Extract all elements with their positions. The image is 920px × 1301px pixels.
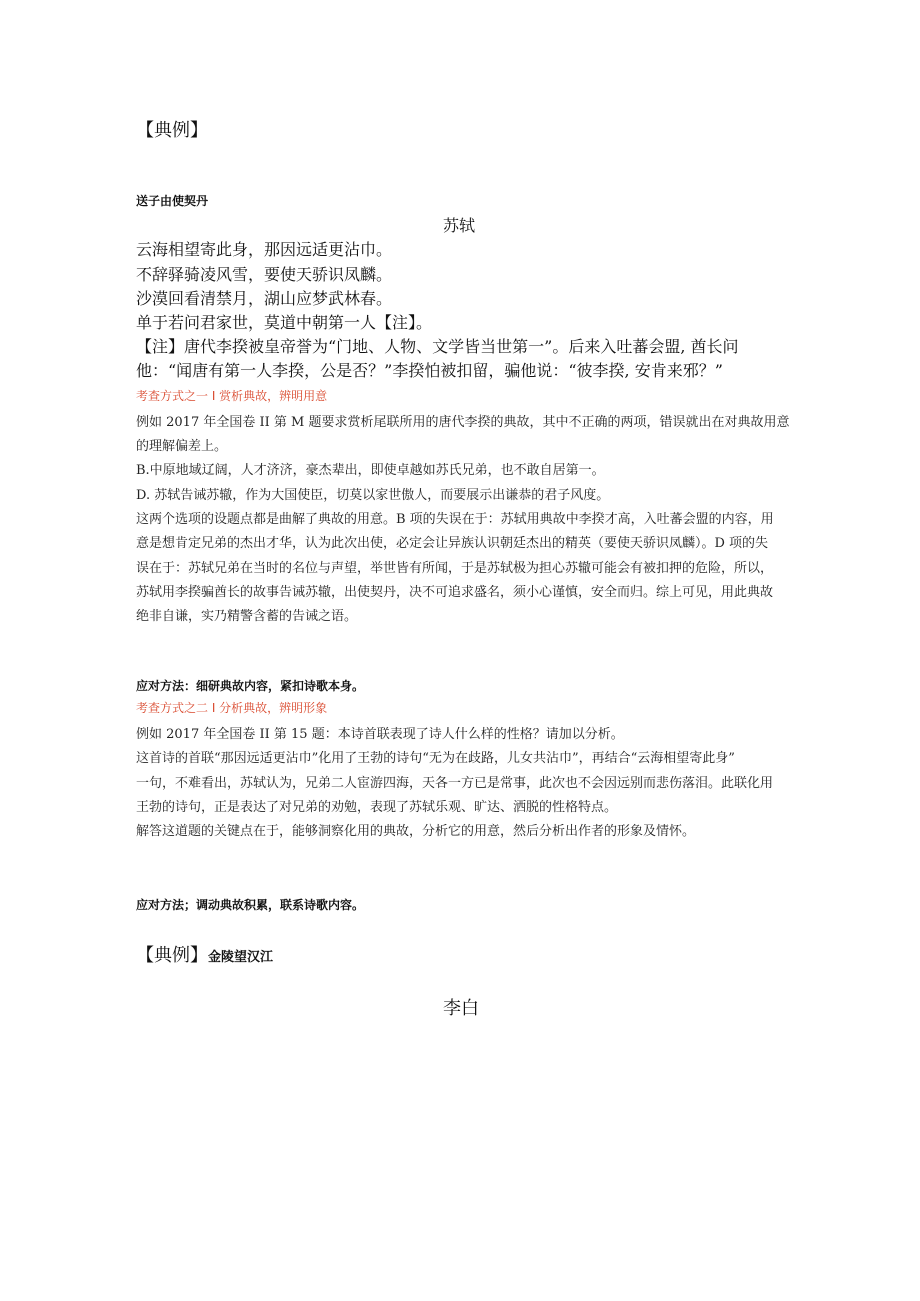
poem-author: 苏轼 (443, 216, 476, 235)
method1-analysis: 误在于：苏轼兄弟在当时的名位与声望，举世皆有所闻，于是苏轼极为担心苏辙可能会有被扣押的危险，所以， (136, 561, 774, 576)
method2-question: 例如 2017 年全国卷 II 第 15 题：本诗首联表现了诗人什么样的性格？请加以分析。 (136, 727, 624, 742)
example-heading: 【典例】 (136, 120, 208, 141)
poem-line: 云海相望寄此身，那因远适更沾巾。 (136, 240, 393, 259)
example2-heading: 【典例】 (136, 945, 208, 966)
method1-strategy: 应对方法：细研典故内容，紧扣诗歌本身。 (136, 679, 365, 693)
poem-line: 不辞驿骑凌风雪，要使天骄识凤麟。 (136, 265, 393, 284)
method2-label: 考查方式之二 I 分析典故，辨明形象 (136, 701, 328, 715)
method2-analysis: 王勃的诗句，正是表达了对兄弟的劝勉，表现了苏轼乐观、旷达、洒脱的性格特点。 (136, 800, 618, 815)
poem-note: 他：“闻唐有第一人李揆，公是否？”李揆怕被扣留，骗他说：“彼李揆, 安肯来邪？” (136, 361, 723, 380)
method1-analysis: 苏轼用李揆骗酋长的故事告诫苏辙，出使契丹，决不可追求盛名，须小心谨慎，安全而归。综上可见，用此典故 (136, 585, 774, 600)
method2-analysis: 解答这道题的关键点在于，能够洞察化用的典故，分析它的用意，然后分析出作者的形象及情怀。 (136, 824, 696, 839)
example2-title: 金陵望汉江 (208, 950, 274, 965)
poem-title: 送子由使契丹 (136, 194, 209, 208)
method2-analysis: 一句，不难看出，苏轼认为，兄弟二人宦游四海，天各一方已是常事，此次也不会因远别而悲伤落泪。此联化用 (136, 776, 774, 791)
method1-label: 考查方式之一 I 赏析典故，辨明用意 (136, 389, 328, 403)
method1-analysis: 绝非自谦，实乃精警含蓄的告诫之语。 (136, 609, 358, 624)
option-d: D. 苏轼告诫苏辙，作为大国使臣，切莫以家世傲人，而要展示出谦恭的君子风度。 (136, 488, 610, 503)
method1-analysis: 这两个选项的设题点都是曲解了典故的用意。B 项的失误在于：苏轼用典故中李揆才高，入吐蕃会盟的内容，用 (136, 512, 774, 527)
example2-author: 李白 (443, 998, 479, 1019)
method1-paragraph: 例如 2017 年全国卷 II 第 M 题要求赏析尾联所用的唐代李揆的典故，其中不正确的两项，错误就出在对典故用意 (136, 415, 790, 430)
option-b: B.中原地域辽阔，人才济济，豪杰辈出，即使卓越如苏氏兄弟，也不敢自居第一。 (136, 463, 605, 478)
method2-strategy: 应对方法；调动典故积累，联系诗歌内容。 (136, 898, 365, 912)
method1-paragraph: 的理解偏差上。 (136, 439, 228, 454)
example2-heading-row (136, 941, 273, 967)
method2-analysis: 这首诗的首联“那因远适更沾巾”化用了王勃的诗句“无为在歧路，儿女共沾巾”，再结合“云海相望寄此身” (136, 751, 735, 766)
poem-line: 沙漠回看清禁月，湖山应梦武林春。 (136, 289, 393, 308)
poem-note: 【注】唐代李揆被皇帝誉为“门地、人物、文学皆当世第一”。后来入吐蕃会盟, 酋长问 (136, 337, 739, 356)
method1-analysis: 意是想肯定兄弟的杰出才华，认为此次出使，必定会让异族认识朝廷杰出的精英（要使天骄识凤麟）。D 项的失 (136, 536, 769, 551)
poem-line: 单于若问君家世，莫道中朝第一人【注】。 (136, 313, 433, 332)
